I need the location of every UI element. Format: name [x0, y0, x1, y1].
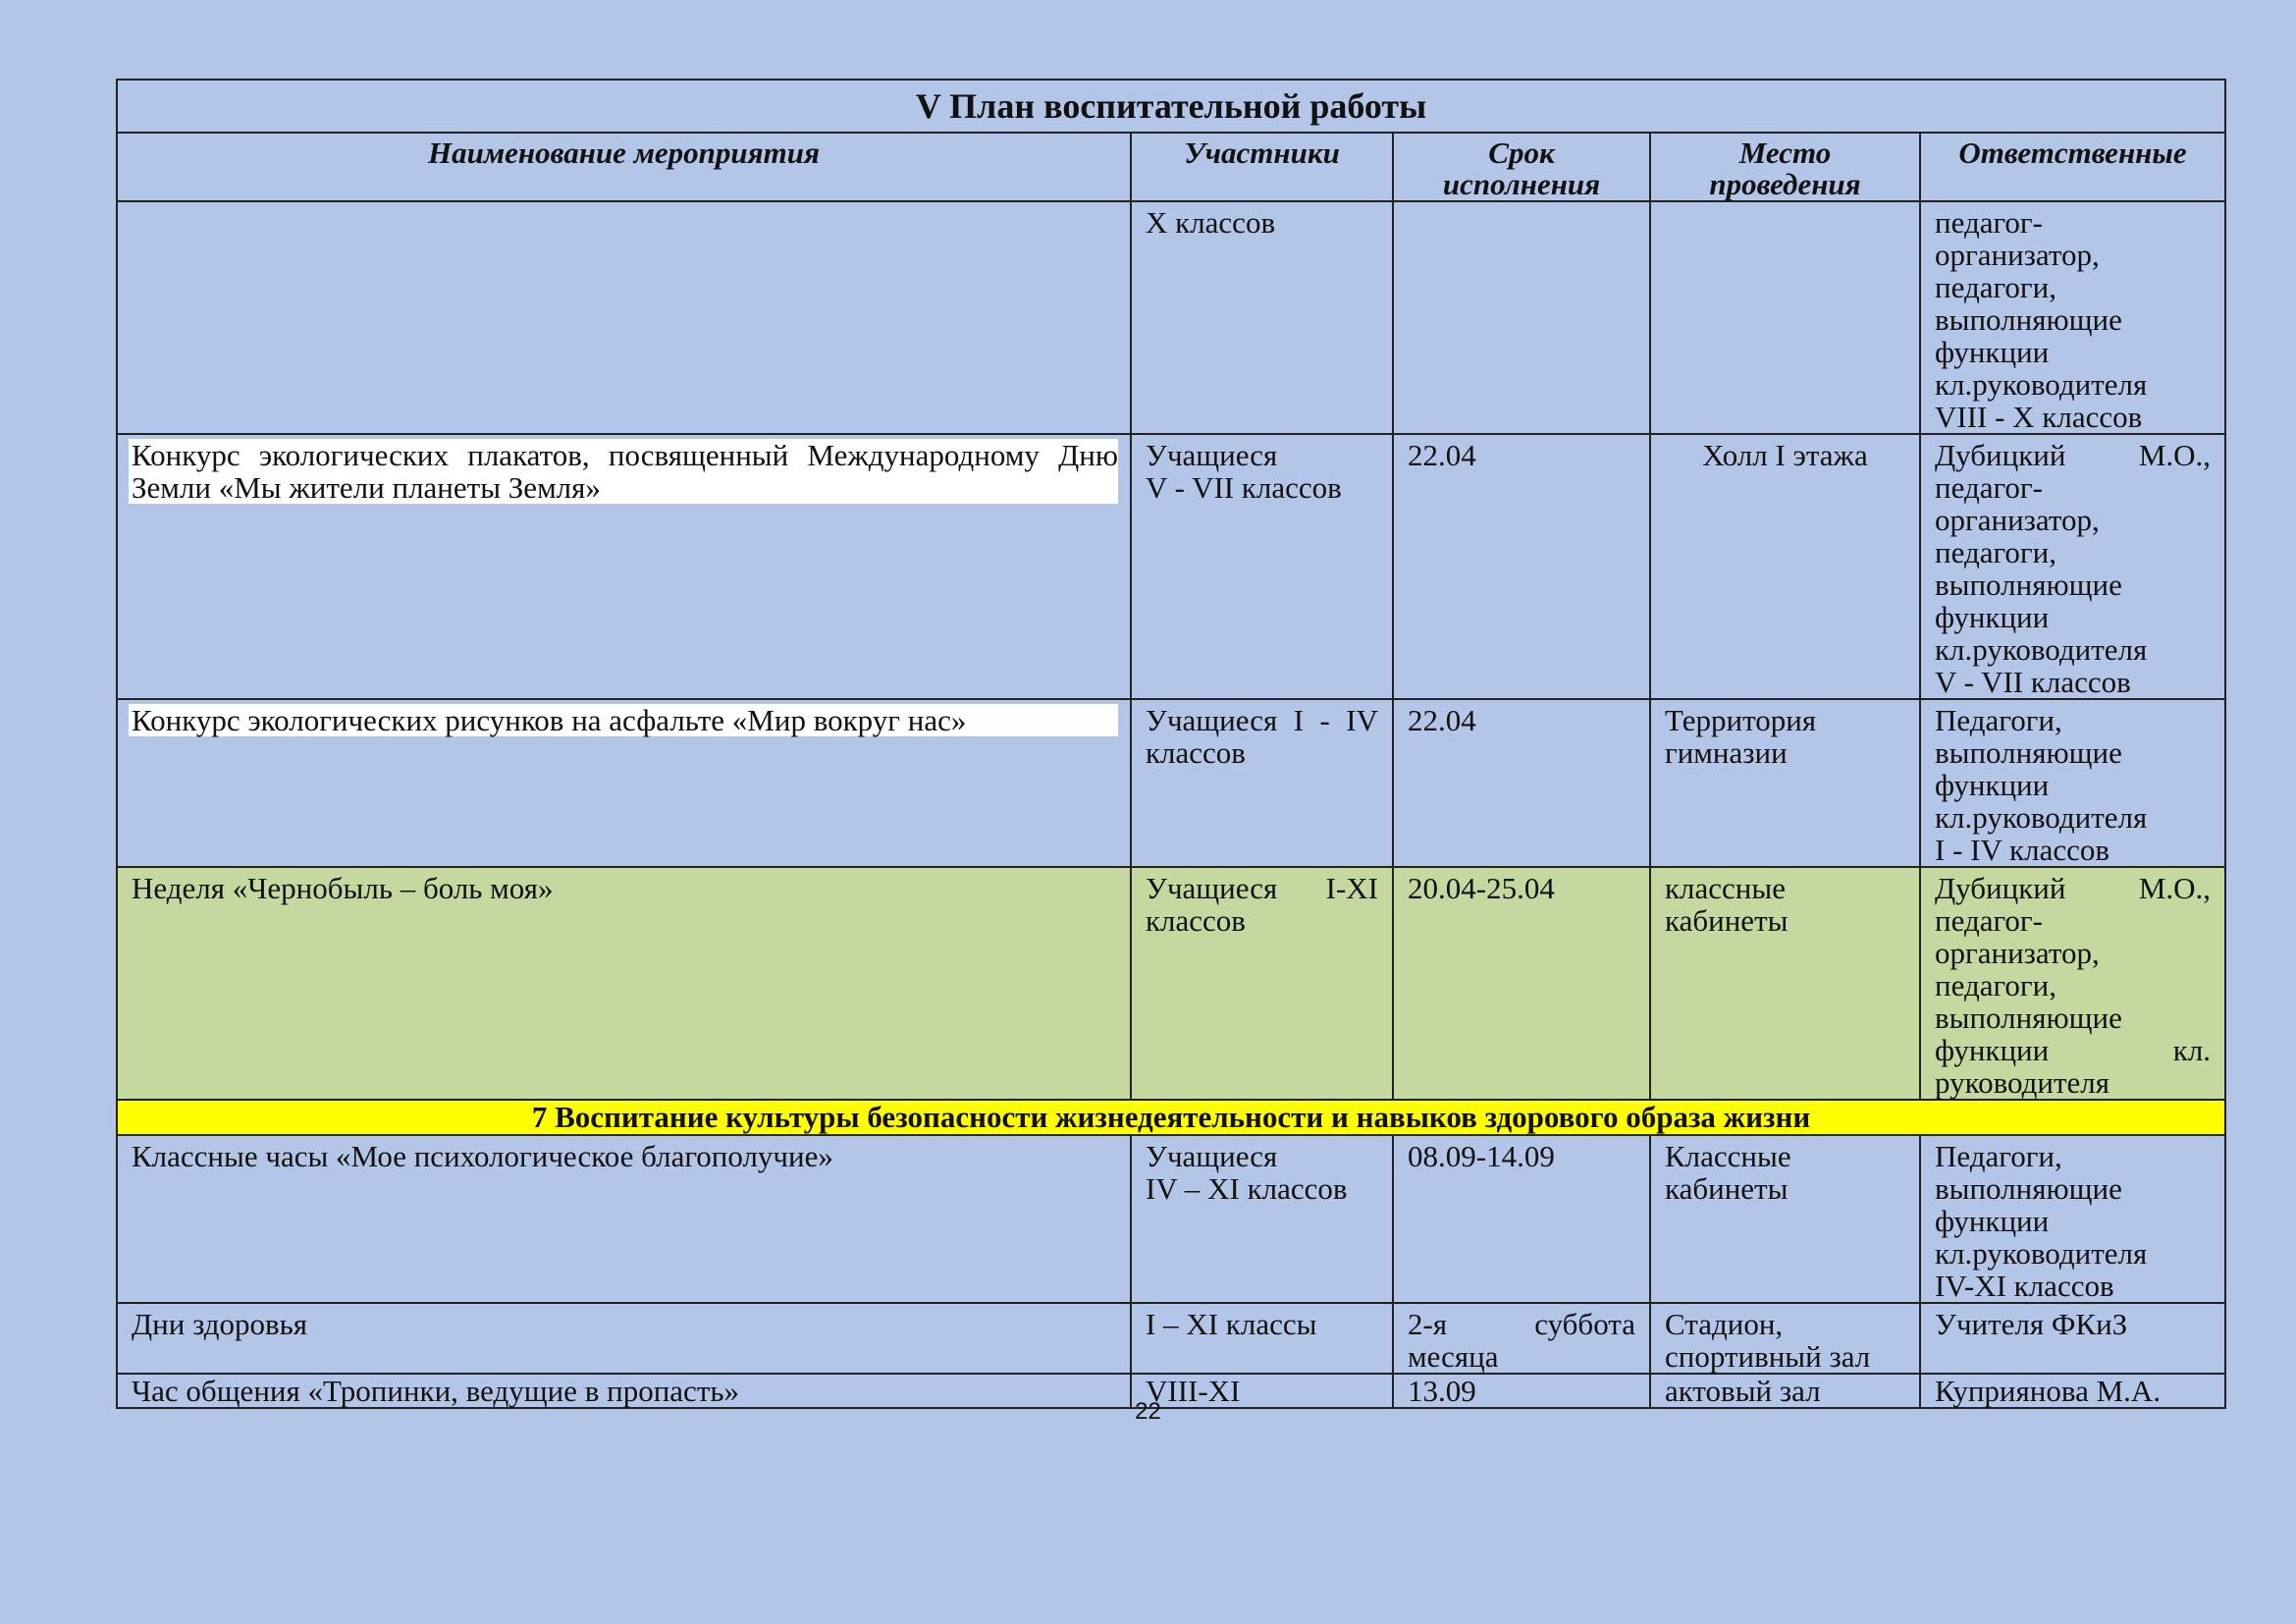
responsible-line: педагоги, — [1935, 535, 2056, 569]
responsible-line: выполняющие — [1935, 735, 2122, 770]
cell-participants: VIII-XI — [1131, 1374, 1393, 1408]
participants-line: Учащиеся — [1146, 1139, 1278, 1173]
header-responsible: Ответственные — [1920, 133, 2225, 201]
cell-participants: X классов — [1131, 201, 1393, 434]
participants-line: Учащиеся — [1146, 438, 1278, 472]
header-name: Наименование мероприятия — [117, 133, 1131, 201]
cell-participants: Учащиеся I - IV классов — [1131, 699, 1393, 867]
plan-table — [116, 79, 2226, 1409]
place-line: Классные — [1665, 1139, 1791, 1173]
cell-date: 08.09-14.09 — [1393, 1135, 1650, 1303]
cell-responsible — [1920, 867, 2225, 1100]
responsible-line: I - IV классов — [1935, 833, 2109, 867]
cell-place: Холл I этажа — [1650, 434, 1920, 699]
event-name-highlight: Конкурс экологических плакатов, посвященный Международному Дню Земли «Мы жители планеты Земля» — [129, 439, 1118, 504]
responsible-line: IV-XI классов — [1935, 1269, 2114, 1303]
cell-responsible — [1920, 699, 2225, 867]
cell-date: 13.09 — [1393, 1374, 1650, 1408]
responsible-line: выполняющие — [1935, 568, 2122, 602]
responsible-line: выполняющие — [1935, 1171, 2122, 1206]
responsible-line: Дубицкий М.О., — [1935, 871, 2212, 905]
cell-place — [1650, 699, 1920, 867]
cell-place — [1650, 867, 1920, 1100]
cell-responsible: Куприянова М.А. — [1920, 1374, 2225, 1408]
header-participants: Участники — [1131, 133, 1393, 201]
table-row — [117, 1303, 2225, 1374]
cell-place — [1650, 201, 1920, 434]
header-place — [1650, 133, 1920, 201]
cell-responsible — [1920, 1135, 2225, 1303]
responsible-line: педагог- — [1935, 903, 2043, 938]
responsible-line: руководителя — [1935, 1065, 2110, 1100]
responsible-line: кл.руководителя — [1935, 367, 2148, 402]
cell-name — [117, 699, 1131, 867]
responsible-line: V - VII классов — [1935, 665, 2131, 699]
responsible-line: организатор, — [1935, 238, 2100, 272]
table-row — [117, 434, 2225, 699]
responsible-line: кл.руководителя — [1935, 800, 2148, 835]
responsible-line: кл.руководителя — [1935, 1236, 2148, 1271]
cell-name: Час общения «Тропинки, ведущие в пропасть» — [117, 1374, 1131, 1408]
cell-responsible: Учителя ФКиЗ — [1920, 1303, 2225, 1374]
place-line: Территория — [1665, 703, 1817, 737]
header-place-line2: проведения — [1709, 167, 1861, 201]
responsible-line: функции — [1935, 768, 2050, 802]
participants-line: IV – XI классов — [1146, 1171, 1348, 1206]
responsible-line: функции — [1935, 335, 2050, 369]
cell-name — [117, 201, 1131, 434]
place-line: кабинеты — [1665, 1171, 1789, 1206]
table-row — [117, 201, 2225, 434]
page-number: 22 — [1135, 1398, 1161, 1425]
responsible-line: VIII - X классов — [1935, 400, 2143, 434]
cell-place — [1650, 1135, 1920, 1303]
responsible-line: функции кл. — [1935, 1033, 2212, 1067]
cell-name: Неделя «Чернобыль – боль моя» — [117, 867, 1131, 1100]
cell-name — [117, 434, 1131, 699]
responsible-line: организатор, — [1935, 503, 2100, 537]
cell-place: Стадион, спортивный зал — [1650, 1303, 1920, 1374]
event-name-highlight: Конкурс экологических рисунков на асфальте «Мир вокруг нас» — [129, 704, 1118, 736]
header-deadline-line2: исполнения — [1442, 167, 1601, 201]
header-row — [117, 133, 2225, 201]
table-row — [117, 867, 2225, 1100]
responsible-line: выполняющие — [1935, 1001, 2122, 1035]
cell-participants: Учащиеся I-XI классов — [1131, 867, 1393, 1100]
cell-participants — [1131, 434, 1393, 699]
responsible-line: Педагоги, — [1935, 703, 2062, 737]
responsible-line: функции — [1935, 1204, 2050, 1238]
title-row — [117, 80, 2225, 133]
cell-date: 22.04 — [1393, 434, 1650, 699]
cell-responsible — [1920, 201, 2225, 434]
cell-name: Классные часы «Мое психологическое благополучие» — [117, 1135, 1131, 1303]
cell-participants — [1131, 1135, 1393, 1303]
cell-date — [1393, 201, 1650, 434]
section-title: 7 Воспитание культуры безопасности жизнедеятельности и навыков здорового образа жизни — [117, 1100, 2225, 1135]
table-row — [117, 699, 2225, 867]
responsible-line: педагоги, — [1935, 968, 2056, 1002]
responsible-line: выполняющие — [1935, 302, 2122, 337]
cell-date: 22.04 — [1393, 699, 1650, 867]
cell-date: 20.04-25.04 — [1393, 867, 1650, 1100]
responsible-line: Педагоги, — [1935, 1139, 2062, 1173]
cell-place: актовый зал — [1650, 1374, 1920, 1408]
cell-participants: I – XI классы — [1131, 1303, 1393, 1374]
responsible-line: педагоги, — [1935, 270, 2056, 304]
responsible-line: педагог- — [1935, 205, 2043, 240]
responsible-line: организатор, — [1935, 936, 2100, 970]
responsible-line: Дубицкий М.О., — [1935, 438, 2212, 472]
cell-date: 2-я суббота месяца — [1393, 1303, 1650, 1374]
responsible-line: функции — [1935, 600, 2050, 634]
place-line: гимназии — [1665, 735, 1788, 770]
responsible-line: кл.руководителя — [1935, 632, 2148, 667]
header-deadline — [1393, 133, 1650, 201]
responsible-line: педагог- — [1935, 470, 2043, 505]
header-place-line1: Место — [1738, 135, 1832, 170]
cell-responsible — [1920, 434, 2225, 699]
place-line: кабинеты — [1665, 903, 1789, 938]
table-title: V План воспитательной работы — [117, 80, 2225, 133]
table-row — [117, 1135, 2225, 1303]
participants-line: V - VII классов — [1146, 470, 1342, 505]
header-deadline-line1: Срок — [1488, 135, 1555, 170]
place-line: классные — [1665, 871, 1786, 905]
cell-name: Дни здоровья — [117, 1303, 1131, 1374]
section-row — [117, 1100, 2225, 1135]
